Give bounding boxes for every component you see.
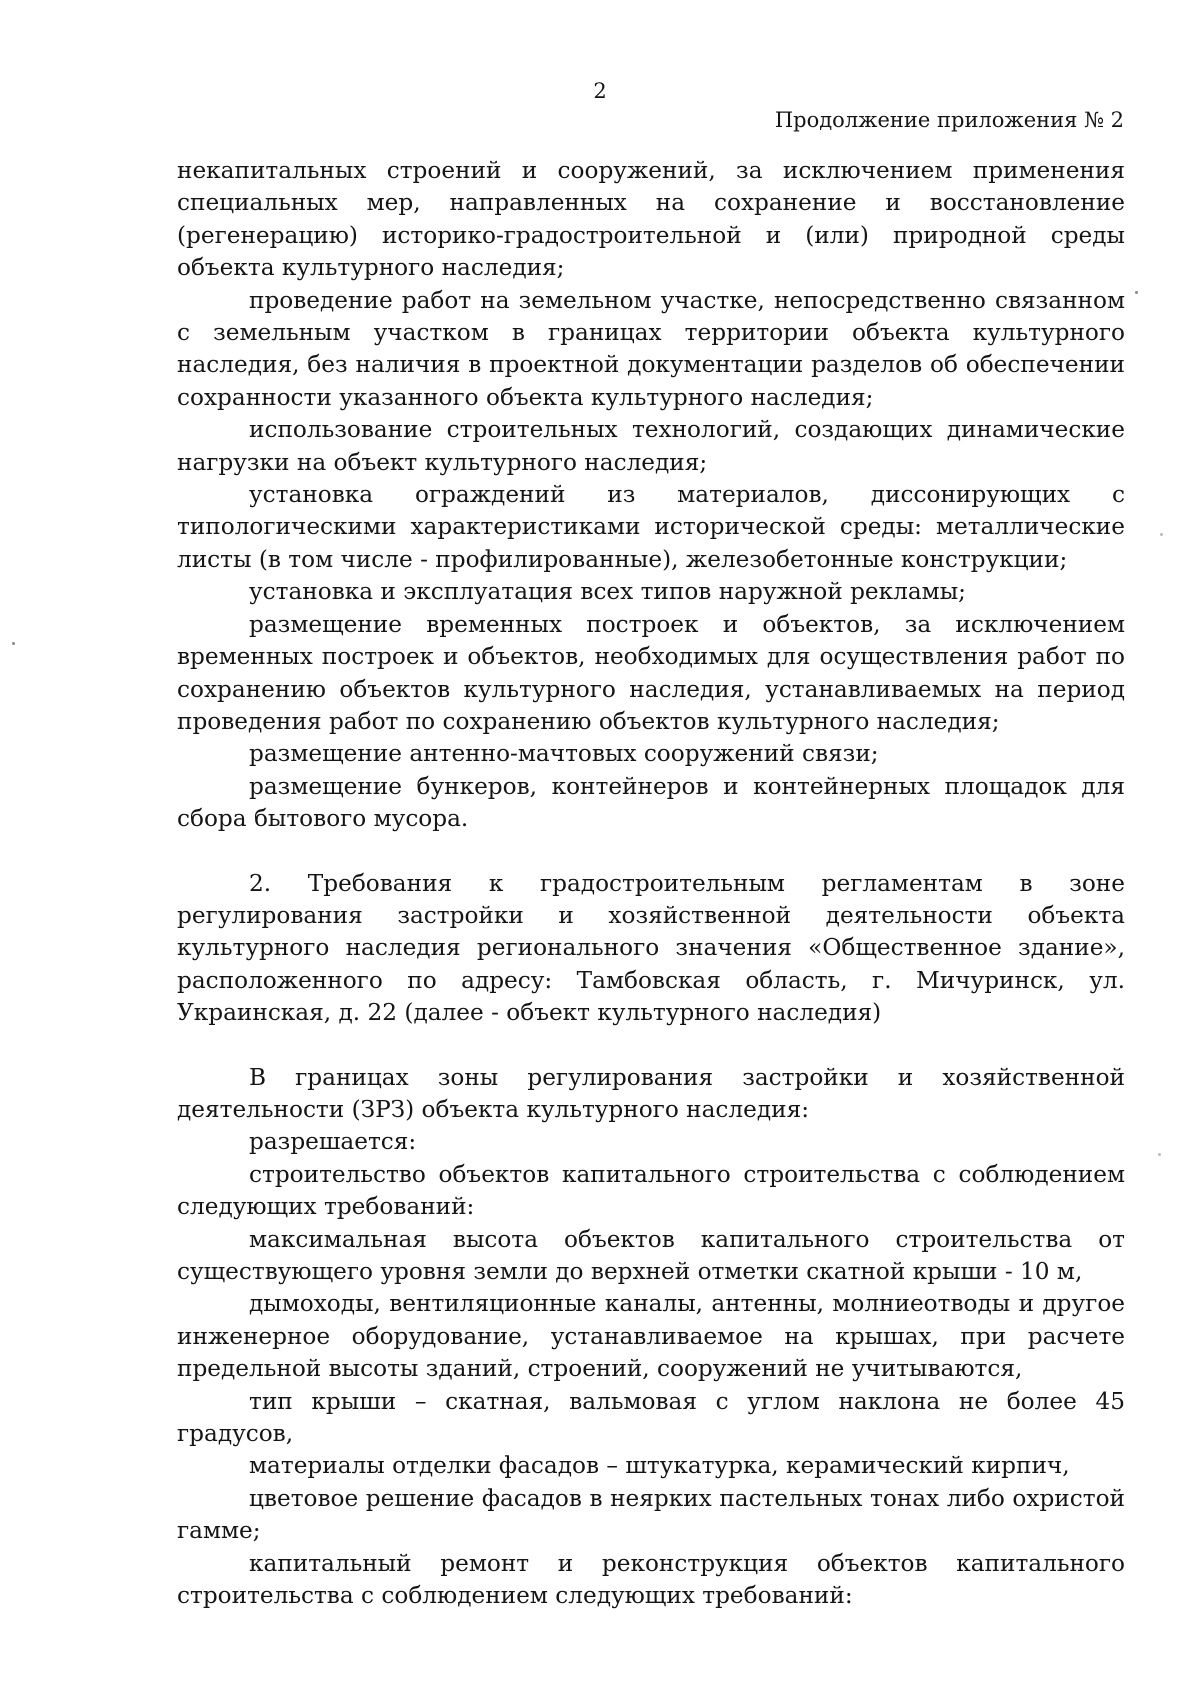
page-number: 2 — [593, 79, 607, 103]
paragraph-facade-materials: материалы отделки фасадов – штукатурка, керамический кирпич, — [249, 1452, 1070, 1480]
paragraph-facade-colors: цветовое решение фасадов в неярких пастельных тонах либо охристой гамме; — [177, 1484, 1125, 1545]
scan-speck — [1160, 533, 1163, 536]
paragraph-roof-type: тип крыши – скатная, вальмовая с углом наклона не более 45 градусов, — [177, 1387, 1125, 1448]
paragraph-fences: установка ограждений из материалов, диссонирующих с типологическими характеристиками исторической среды: металлические листы (в том числе - профилированные), железобетонные конструкции; — [177, 481, 1125, 573]
paragraph-antenna-structures: размещение антенно-мачтовых сооружений связи; — [249, 740, 879, 768]
paragraph-construction-requirements: строительство объектов капитального строительства с соблюдением следующих требований: — [177, 1160, 1125, 1221]
paragraph-capital-repair: капитальный ремонт и реконструкция объектов капитального строительства с соблюдением следующих требований: — [177, 1549, 1125, 1610]
document-body — [177, 155, 1125, 1612]
paragraph-construction-technologies: использование строительных технологий, создающих динамические нагрузки на объект культурного наследия; — [177, 416, 1125, 476]
scan-speck — [12, 642, 15, 645]
appendix-continuation-label: Продолжение приложения № 2 — [774, 108, 1124, 132]
paragraph-temporary-buildings: размещение временных построек и объектов, за исключением временных построек и объектов, необходимых для осуществления работ по сохранению объектов культурного наследия, устанавливаемых на период проведения работ по сохранению объектов культурного наследия; — [177, 610, 1125, 735]
paragraph-zrz-intro: В границах зоны регулирования застройки и хозяйственной деятельности (ЗРЗ) объекта культурного наследия: — [177, 1063, 1125, 1123]
section-2-heading: 2. Требования к градостроительным регламентам в зоне регулирования застройки и хозяйственной деятельности объекта культурного наследия регионального значения «Общественное здание», расположенного по адресу: Тамбовская область, г. Мичуринск, ул. Украинская, д. 22 (далее - объект культурного наследия) — [177, 869, 1125, 1027]
paragraph-roof-equipment: дымоходы, вентиляционные каналы, антенны, молниеотводы и другое инженерное оборудование, устанавливаемое на крышах, при расчете предельной высоты зданий, строений, сооружений не учитываются, — [177, 1290, 1125, 1383]
scan-speck — [1158, 1153, 1161, 1156]
paragraph-waste-containers: размещение бункеров, контейнеров и контейнерных площадок для сбора бытового мусора. — [177, 772, 1125, 833]
paragraph-continued-restrictions: некапитальных строений и сооружений, за исключением применения специальных мер, направленных на сохранение и восстановление (регенерацию) историко-градостроительной и (или) природной среды объекта культурного наследия; — [177, 157, 1125, 282]
paragraph-permitted: разрешается: — [249, 1128, 417, 1156]
paragraph-outdoor-advertising: установка и эксплуатация всех типов наружной рекламы; — [249, 578, 966, 606]
paragraph-land-works: проведение работ на земельном участке, непосредственно связанном с земельным участком в границах территории объекта культурного наследия, без наличия в проектной документации разделов об обеспечении сохранности указанного объекта культурного наследия; — [177, 286, 1125, 411]
paragraph-max-height: максимальная высота объектов капитального строительства от существующего уровня земли до верхней отметки скатной крыши - 10 м, — [177, 1225, 1125, 1285]
scan-speck — [1135, 291, 1138, 294]
